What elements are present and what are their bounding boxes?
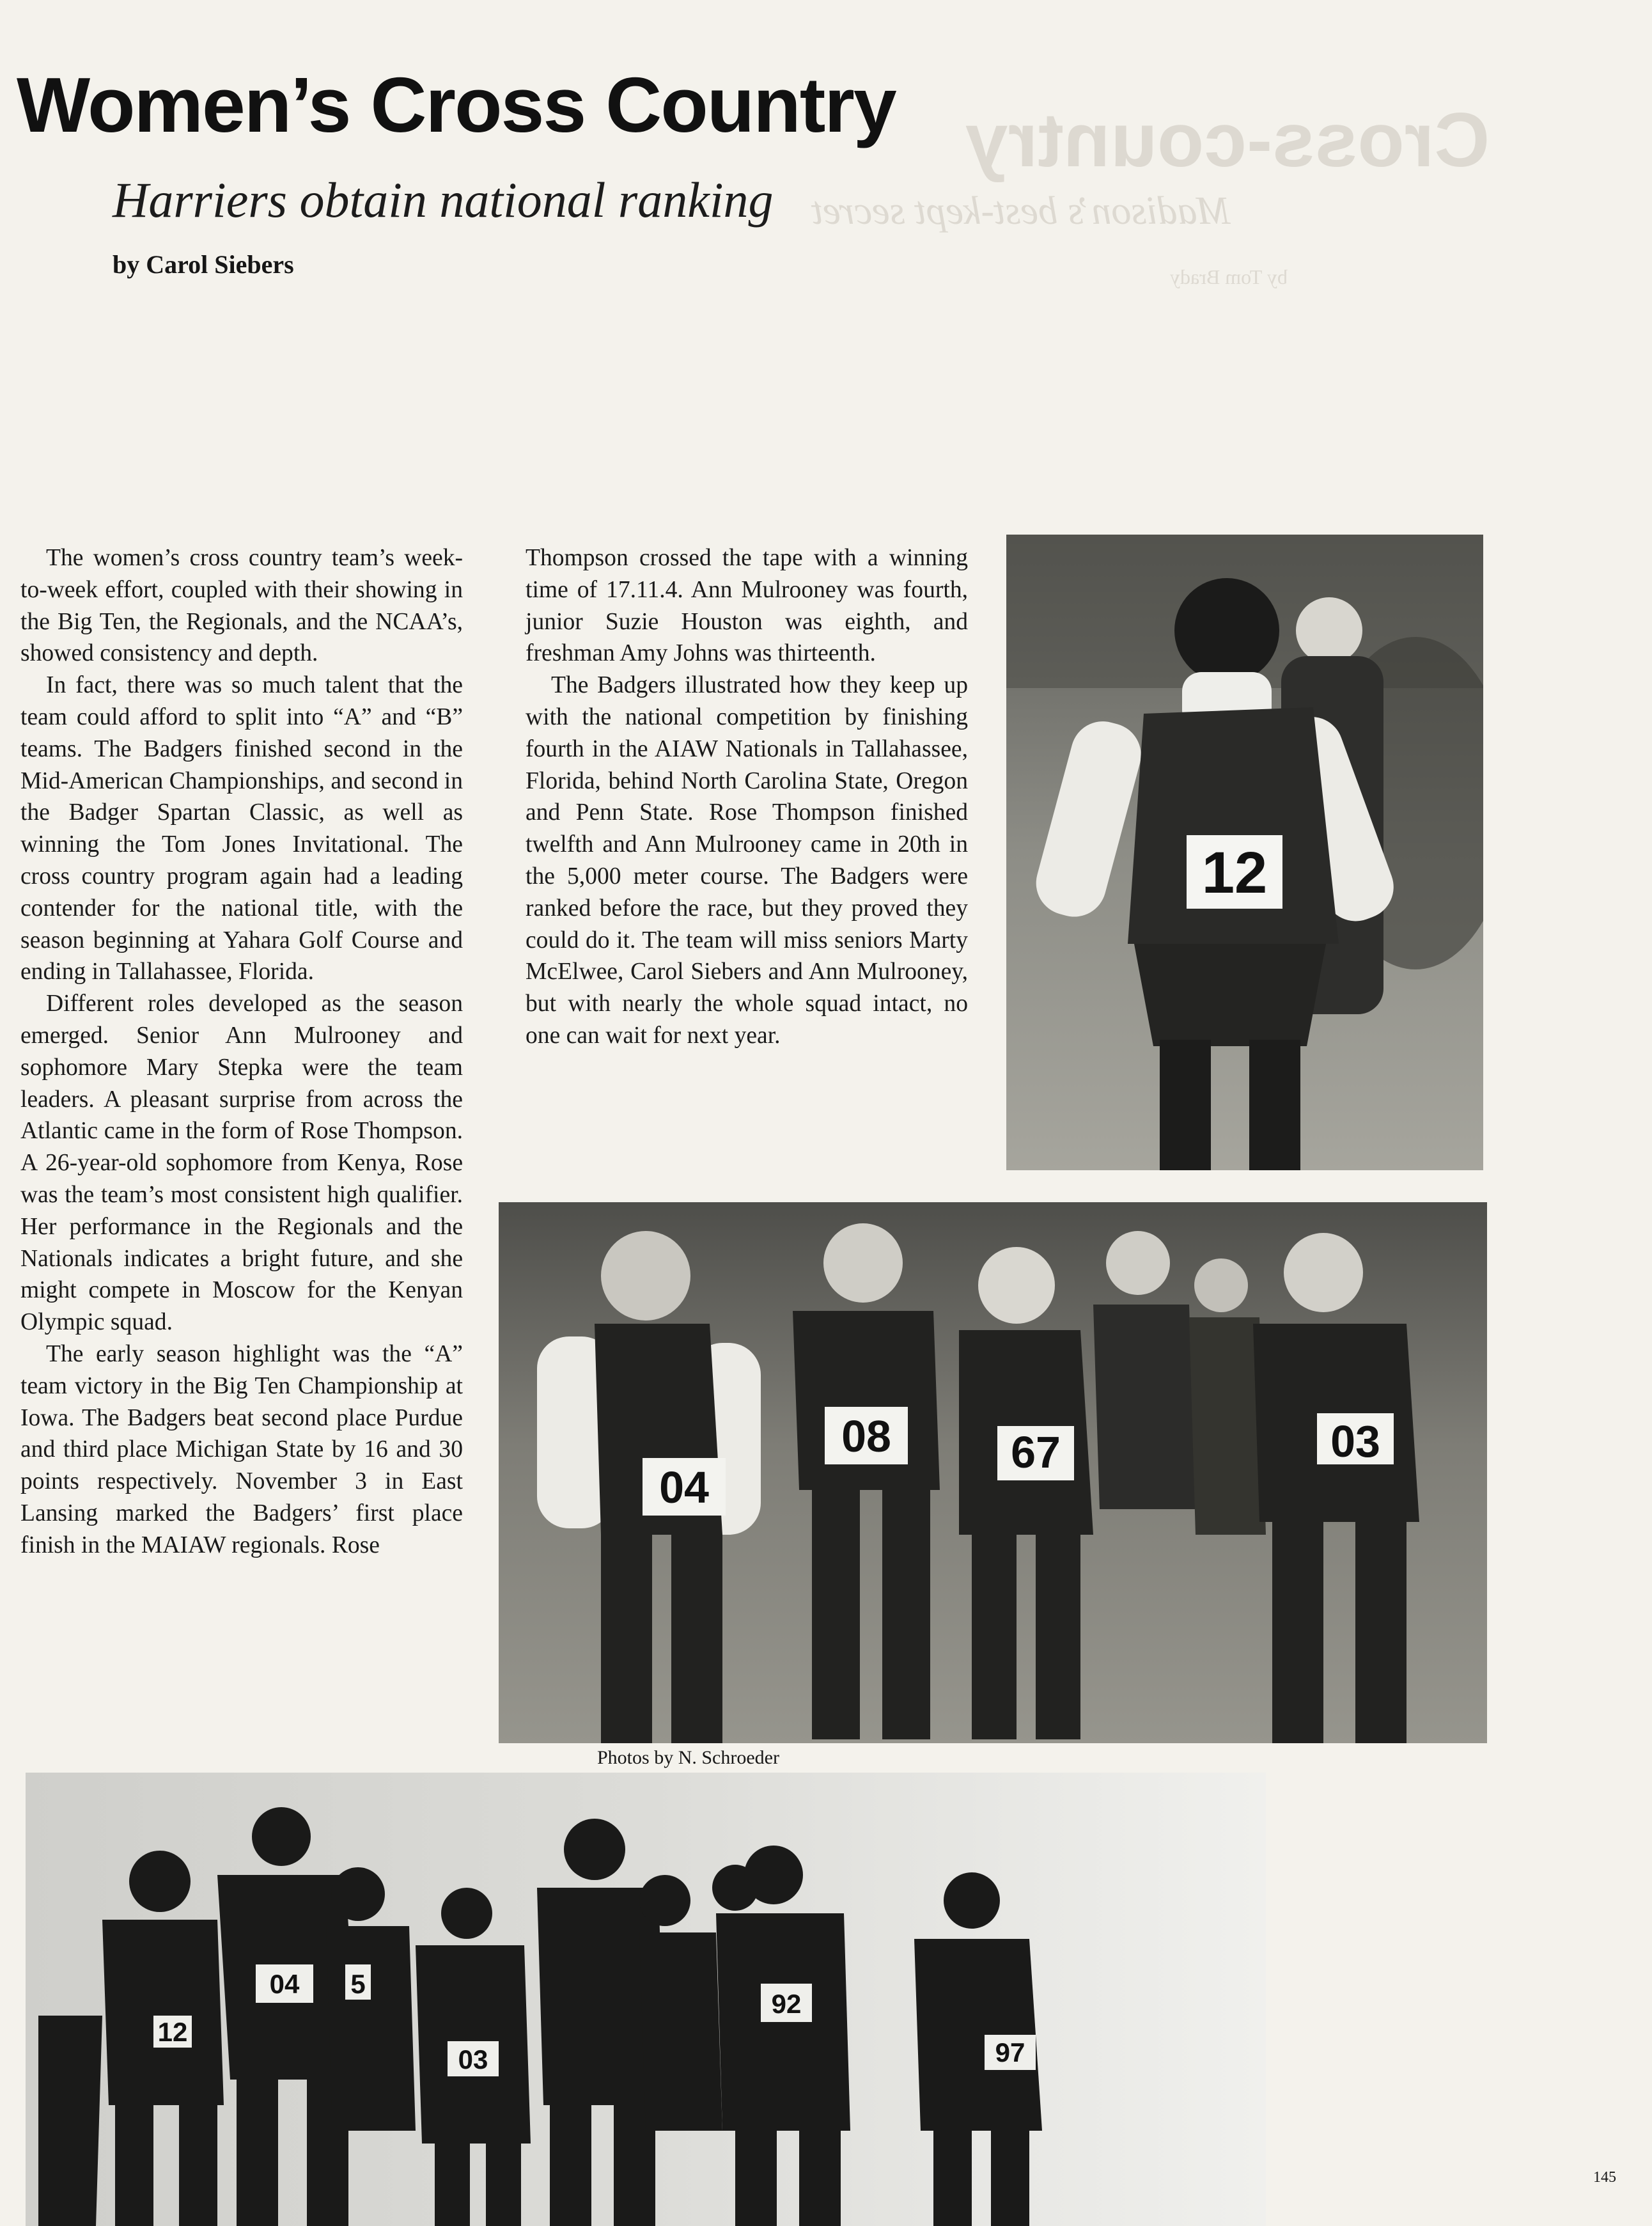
article-column-2 — [526, 542, 968, 1052]
page-title: Women’s Cross Country — [17, 61, 896, 148]
photo-runners-silhouette — [26, 1773, 1266, 2226]
bib-text: 92 — [771, 1989, 802, 2019]
bib-text: 03 — [458, 2044, 488, 2074]
paragraph: The early season highlight was the “A” team victory in the Big Ten Championship at Iowa. The Badgers beat second place Purdue and third place Michigan State by 16 and 30 points respectively. November 3 in East Lansing marked the Badgers’ first place finish in the MAIAW regionals. Rose — [20, 1340, 463, 1558]
bib-text: 03 — [1330, 1416, 1380, 1466]
byline: by Carol Siebers — [113, 250, 294, 279]
photo-runners-silhouette-image — [26, 1773, 1266, 2226]
bib-text: 08 — [841, 1411, 891, 1461]
page-number: 145 — [1593, 2169, 1616, 2186]
bleed-through-byline: by Tom Brady — [1170, 265, 1288, 288]
paragraph: Thompson crossed the tape with a winning time of 17.11.4. Ann Mulrooney was fourth, junior Suzie Houston was eighth, and freshman Amy Johns was thirteenth. — [526, 545, 968, 667]
bib-text: 97 — [995, 2037, 1025, 2067]
bib-text: 5 — [350, 1969, 366, 1999]
paragraph: Different roles developed as the season emerged. Senior Ann Mulrooney and sophomore Mary Stepka were the team leaders. A pleasant surprise from across the Atlantic came in the form of Rose Thompson. A 26-year-old sophomore from Kenya, Rose was the team’s most consistent high qualifier. Her performance in the Regionals and the Nationals indicates a bright future, and she might compete in Moscow for the Kenyan Olympic squad. — [20, 991, 463, 1336]
photo-credit: Photos by N. Schroeder — [597, 1747, 779, 1768]
bib-text: 04 — [269, 1969, 300, 1999]
photo-runners-pack-image — [499, 1202, 1487, 1743]
article-column-1 — [20, 542, 463, 1562]
bib-text: 04 — [659, 1462, 709, 1512]
photo-runners-pack — [499, 1202, 1487, 1743]
paragraph: The women’s cross country team’s week-to-week effort, coupled with their showing in the Big Ten, the Regionals, and the NCAA’s, showed consistency and depth. — [20, 545, 463, 667]
bib-text: 12 — [1201, 840, 1268, 905]
photo-lead-runner-image — [1006, 535, 1483, 1170]
bleed-through-subtitle: Madison’s best-kept secret — [812, 189, 1231, 233]
article-subtitle: Harriers obtain national ranking — [113, 172, 774, 228]
paragraph: The Badgers illustrated how they keep up with the national competition by finishing fourth in the AIAW Nationals in Tallahassee, Florida, behind North Carolina State, Oregon and Penn State. Rose Thompson finished twelfth and Ann Mulrooney came in 20th in the 5,000 meter course. The Badgers were ranked before the race, but they proved they could do it. The team will miss seniors Marty McElwee, Carol Siebers and Ann Mulrooney, but with nearly the whole squad intact, no one can wait for next year. — [526, 672, 968, 1049]
photo-lead-runner — [1006, 535, 1483, 1170]
paragraph: In fact, there was so much talent that the team could afford to split into “A” and “B” teams. The Badgers finished second in the Mid-American Championships, and second in the Badger Spartan Classic, as well as winning the Tom Jones Invitational. The cross country program again had a leading contender for the national title, with the season beginning at Yahara Golf Course and ending in Tallahassee, Florida. — [20, 672, 463, 985]
bleed-through-title: Cross-country — [965, 97, 1490, 183]
bib-text: 12 — [157, 2017, 188, 2047]
bib-text: 67 — [1011, 1427, 1061, 1477]
